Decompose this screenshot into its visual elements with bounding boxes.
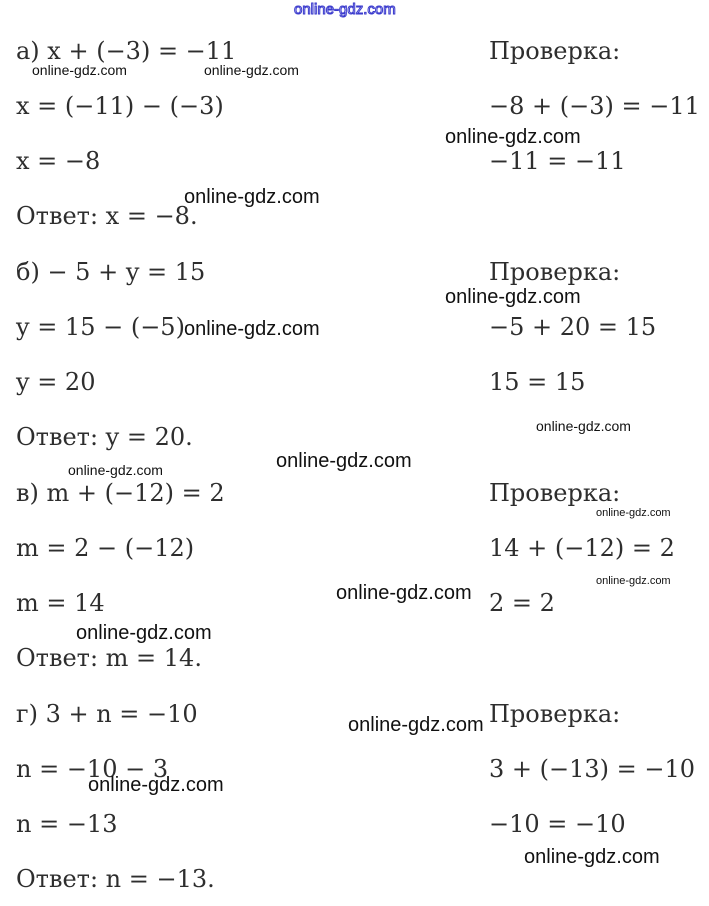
check-a-step-1: −8 + (−3) = −11 xyxy=(489,92,700,120)
watermark: online-gdz.com xyxy=(184,318,320,340)
solution-g-step-1: n = −10 − 3 xyxy=(16,755,169,783)
check-v-heading: Проверка: xyxy=(489,479,621,507)
solution-b-equation: б) − 5 + y = 15 xyxy=(16,258,206,286)
check-b-step-1: −5 + 20 = 15 xyxy=(489,313,657,341)
solution-g-answer: Ответ: n = −13. xyxy=(16,865,215,893)
watermark: online-gdz.com xyxy=(596,575,671,587)
watermark: online-gdz.com xyxy=(32,62,127,78)
watermark: online-gdz.com xyxy=(184,186,320,208)
watermark: online-gdz.com xyxy=(596,507,671,519)
watermark: online-gdz.com xyxy=(524,846,660,868)
watermark: online-gdz.com xyxy=(445,286,581,308)
solution-b-step-2: y = 20 xyxy=(16,368,96,396)
check-g-heading: Проверка: xyxy=(489,700,621,728)
watermark: online-gdz.com xyxy=(88,774,224,796)
watermark: online-gdz.com xyxy=(76,622,212,644)
check-b-heading: Проверка: xyxy=(489,258,621,286)
solution-b-step-1: y = 15 − (−5) xyxy=(16,313,185,341)
solution-b-answer: Ответ: y = 20. xyxy=(16,423,193,451)
watermark: online-gdz.com xyxy=(294,1,396,18)
solution-a-equation: а) x + (−3) = −11 xyxy=(16,37,237,65)
solution-a-step-2: x = −8 xyxy=(16,147,101,175)
watermark: online-gdz.com xyxy=(204,62,299,78)
watermark: online-gdz.com xyxy=(536,418,631,434)
check-v-step-2: 2 = 2 xyxy=(489,589,555,617)
watermark: online-gdz.com xyxy=(336,582,472,604)
check-a-step-2: −11 = −11 xyxy=(489,147,626,175)
solution-a-answer: Ответ: x = −8. xyxy=(16,202,198,230)
check-b-step-2: 15 = 15 xyxy=(489,368,586,396)
watermark: online-gdz.com xyxy=(445,126,581,148)
check-a-heading: Проверка: xyxy=(489,37,621,65)
watermark: online-gdz.com xyxy=(348,714,484,736)
solution-v-answer: Ответ: m = 14. xyxy=(16,644,202,672)
watermark: online-gdz.com xyxy=(276,450,412,472)
check-v-step-1: 14 + (−12) = 2 xyxy=(489,534,675,562)
solution-v-step-2: m = 14 xyxy=(16,589,105,617)
solution-g-step-2: n = −13 xyxy=(16,810,118,838)
check-g-step-2: −10 = −10 xyxy=(489,810,626,838)
watermark: online-gdz.com xyxy=(68,462,163,478)
solution-g-equation: г) 3 + n = −10 xyxy=(16,700,198,728)
solution-v-equation: в) m + (−12) = 2 xyxy=(16,479,225,507)
check-g-step-1: 3 + (−13) = −10 xyxy=(489,755,696,783)
solution-v-step-1: m = 2 − (−12) xyxy=(16,534,195,562)
solution-a-step-1: x = (−11) − (−3) xyxy=(16,92,224,120)
